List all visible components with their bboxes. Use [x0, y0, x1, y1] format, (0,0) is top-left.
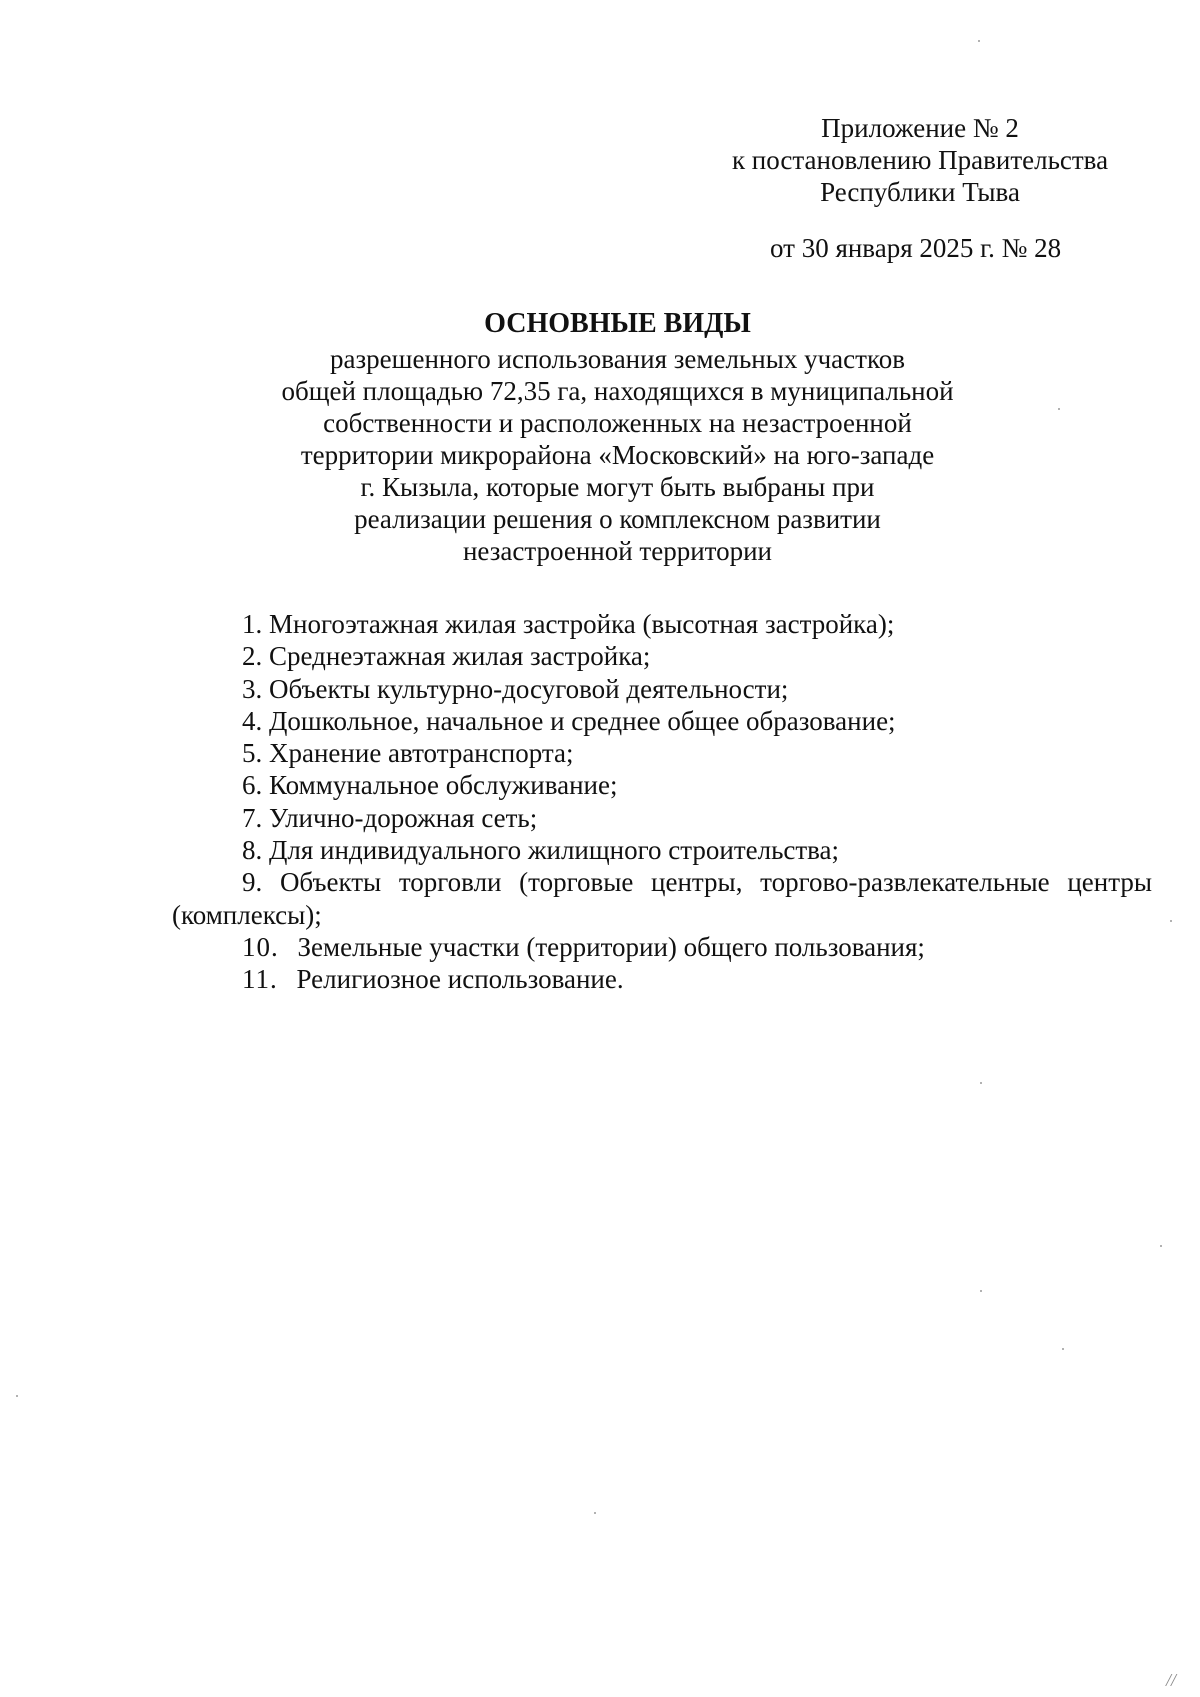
- annex-date: от 30 января 2025 г. № 28: [770, 233, 1062, 263]
- list-item: [172, 640, 1152, 672]
- list-item: [172, 737, 1152, 769]
- item-text: Объекты торговли (торговые центры, торгово-развлекательные центры (комплексы);: [172, 867, 1152, 930]
- item-number: 1.: [242, 609, 263, 639]
- item-text: Земельные участки (территории) общего пользования;: [297, 931, 925, 962]
- list-item: [172, 834, 1152, 866]
- item-number: 5.: [242, 738, 263, 769]
- item-number: 8.: [242, 835, 263, 866]
- heading-line: собственности и расположенных на незастроенной: [323, 408, 912, 438]
- annex-header: [690, 112, 1150, 208]
- annex-authority: Республики Тыва: [820, 177, 1020, 207]
- item-text: Среднеэтажная жилая застройка;: [269, 641, 651, 672]
- scan-speck: [978, 40, 980, 42]
- list-item: [172, 866, 1152, 931]
- annex-number: Приложение № 2: [821, 113, 1019, 143]
- item-number: 2.: [242, 641, 263, 672]
- item-number: 10.: [242, 931, 279, 962]
- document-heading: [175, 308, 1060, 567]
- list-item: [172, 931, 1152, 963]
- scan-speck: [980, 1290, 982, 1292]
- scan-speck: [1170, 920, 1172, 922]
- item-number: 11.: [242, 964, 278, 995]
- item-number: 6.: [242, 770, 263, 801]
- annex-reference: к постановлению Правительства: [731, 145, 1109, 175]
- heading-line: разрешенного использования земельных участков: [330, 344, 905, 374]
- scan-edge-mark: //: [1166, 1670, 1177, 1690]
- item-text: Дошкольное, начальное и среднее общее образование;: [269, 705, 896, 736]
- item-number: 3.: [242, 673, 263, 704]
- item-number: 9.: [242, 867, 263, 898]
- list-item: [172, 673, 1152, 705]
- scan-speck: [1062, 1348, 1064, 1350]
- scan-speck: [594, 1512, 596, 1514]
- list-item: [172, 769, 1152, 801]
- item-text: Религиозное использование.: [296, 964, 624, 995]
- item-text: Объекты культурно-досуговой деятельности;: [269, 673, 789, 704]
- scan-speck: [980, 1082, 982, 1084]
- scan-speck: [1058, 408, 1060, 410]
- item-text: Для индивидуального жилищного строительства;: [269, 835, 840, 866]
- heading-line: незастроенной территории: [462, 536, 772, 566]
- list-item: [172, 608, 1152, 640]
- land-use-list: [172, 608, 1152, 996]
- heading-line: г. Кызыла, которые могут быть выбраны при: [360, 472, 875, 502]
- heading-line: общей площадью 72,35 га, находящихся в муниципальной: [281, 376, 954, 406]
- item-number: 4.: [242, 705, 263, 736]
- list-item: [172, 802, 1152, 834]
- document-title: ОСНОВНЫЕ ВИДЫ: [484, 308, 751, 339]
- list-item: [172, 705, 1152, 737]
- item-text: Многоэтажная жилая застройка (высотная застройка);: [269, 609, 895, 639]
- scan-speck: [16, 1395, 18, 1397]
- item-text: Коммунальное обслуживание;: [269, 770, 618, 801]
- list-item: [172, 963, 1152, 995]
- heading-line: реализации решения о комплексном развитии: [354, 504, 881, 534]
- item-text: Улично-дорожная сеть;: [269, 802, 538, 833]
- heading-line: территории микрорайона «Московский» на юго-западе: [300, 440, 935, 470]
- item-text: Хранение автотранспорта;: [269, 738, 574, 769]
- item-number: 7.: [242, 802, 263, 833]
- scan-speck: [1160, 1245, 1162, 1247]
